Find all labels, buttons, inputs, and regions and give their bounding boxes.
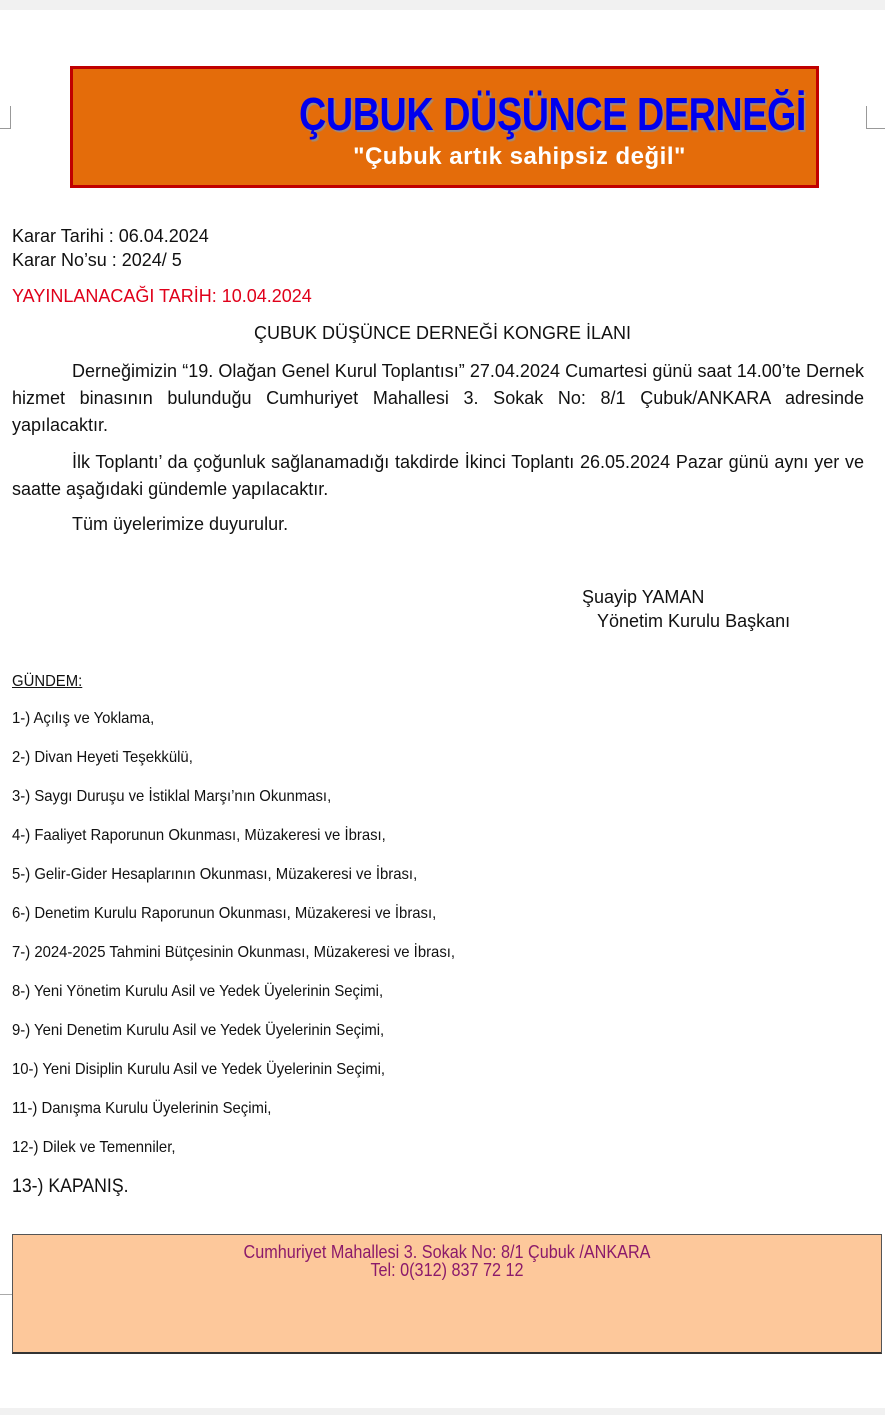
decision-date: Karar Tarihi : 06.04.2024 — [12, 226, 209, 246]
signatory-role: Yönetim Kurulu Başkanı — [597, 611, 791, 631]
publish-date: YAYINLANACAĞI TARİH: 10.04.2024 — [12, 286, 312, 306]
letterhead-banner — [70, 66, 819, 188]
divider — [0, 1294, 12, 1295]
agenda-item: 8-) Yeni Yönetim Kurulu Asil ve Yedek Üyelerinin Seçimi, — [12, 983, 384, 1000]
agenda-item: 10-) Yeni Disiplin Kurulu Asil ve Yedek Üyelerinin Seçimi, — [12, 1061, 386, 1078]
association-slogan: "Çubuk artık sahipsiz değil" — [353, 143, 686, 170]
agenda-item: 13-) KAPANIŞ. — [12, 1176, 129, 1197]
paragraph-second-meeting: İlk Toplantı’ da çoğunluk sağlanamadığı takdirde İkinci Toplantı 26.05.2024 Pazar günü aynı yer ve saatte aşağıdaki gündemle yapılacaktır. — [12, 452, 864, 499]
top-bar — [0, 0, 885, 10]
bottom-bar — [0, 1408, 885, 1415]
footer-phone: Tel: 0(312) 837 72 12 — [370, 1260, 524, 1280]
agenda-item: 5-) Gelir-Gider Hesaplarının Okunması, Müzakeresi ve İbrası, — [12, 866, 418, 883]
footer-contact-box — [12, 1234, 882, 1354]
association-name: ÇUBUK DÜŞÜNCE DERNEĞİ — [299, 88, 806, 140]
paragraph-meeting: Derneğimizin “19. Olağan Genel Kurul Toplantısı” 27.04.2024 Cumartesi günü saat 14.00’te Dernek hizmet binasının bulunduğu Cumhuriyet Mahallesi 3. Sokak No: 8/1 Çubuk/ANKARA adresinde yapılacaktır. — [12, 361, 864, 435]
agenda-item: 1-) Açılış ve Yoklama, — [12, 710, 155, 727]
agenda-heading: GÜNDEM: — [12, 673, 83, 690]
footer-address: Cumhuriyet Mahallesi 3. Sokak No: 8/1 Çubuk /ANKARA — [243, 1242, 651, 1262]
agenda-item: 12-) Dilek ve Temenniler, — [12, 1139, 176, 1156]
margin-mark-right — [866, 106, 885, 129]
agenda-item: 6-) Denetim Kurulu Raporunun Okunması, Müzakeresi ve İbrası, — [12, 905, 437, 922]
paragraph-announcement: Tüm üyelerimize duyurulur. — [72, 514, 289, 534]
margin-mark-left — [0, 106, 11, 129]
document-title: ÇUBUK DÜŞÜNCE DERNEĞİ KONGRE İLANI — [253, 323, 632, 343]
agenda-item: 11-) Danışma Kurulu Üyelerinin Seçimi, — [12, 1100, 272, 1117]
agenda-item: 9-) Yeni Denetim Kurulu Asil ve Yedek Üyelerinin Seçimi, — [12, 1022, 385, 1039]
decision-number: Karar No’su : 2024/ 5 — [12, 250, 182, 270]
agenda-item: 7-) 2024-2025 Tahmini Bütçesinin Okunması, Müzakeresi ve İbrası, — [12, 944, 456, 961]
signatory-name: Şuayip YAMAN — [582, 587, 705, 607]
agenda-item: 3-) Saygı Duruşu ve İstiklal Marşı’nın Okunması, — [12, 788, 332, 805]
agenda-item: 2-) Divan Heyeti Teşekkülü, — [12, 749, 193, 766]
agenda-item: 4-) Faaliyet Raporunun Okunması, Müzakeresi ve İbrası, — [12, 827, 386, 844]
